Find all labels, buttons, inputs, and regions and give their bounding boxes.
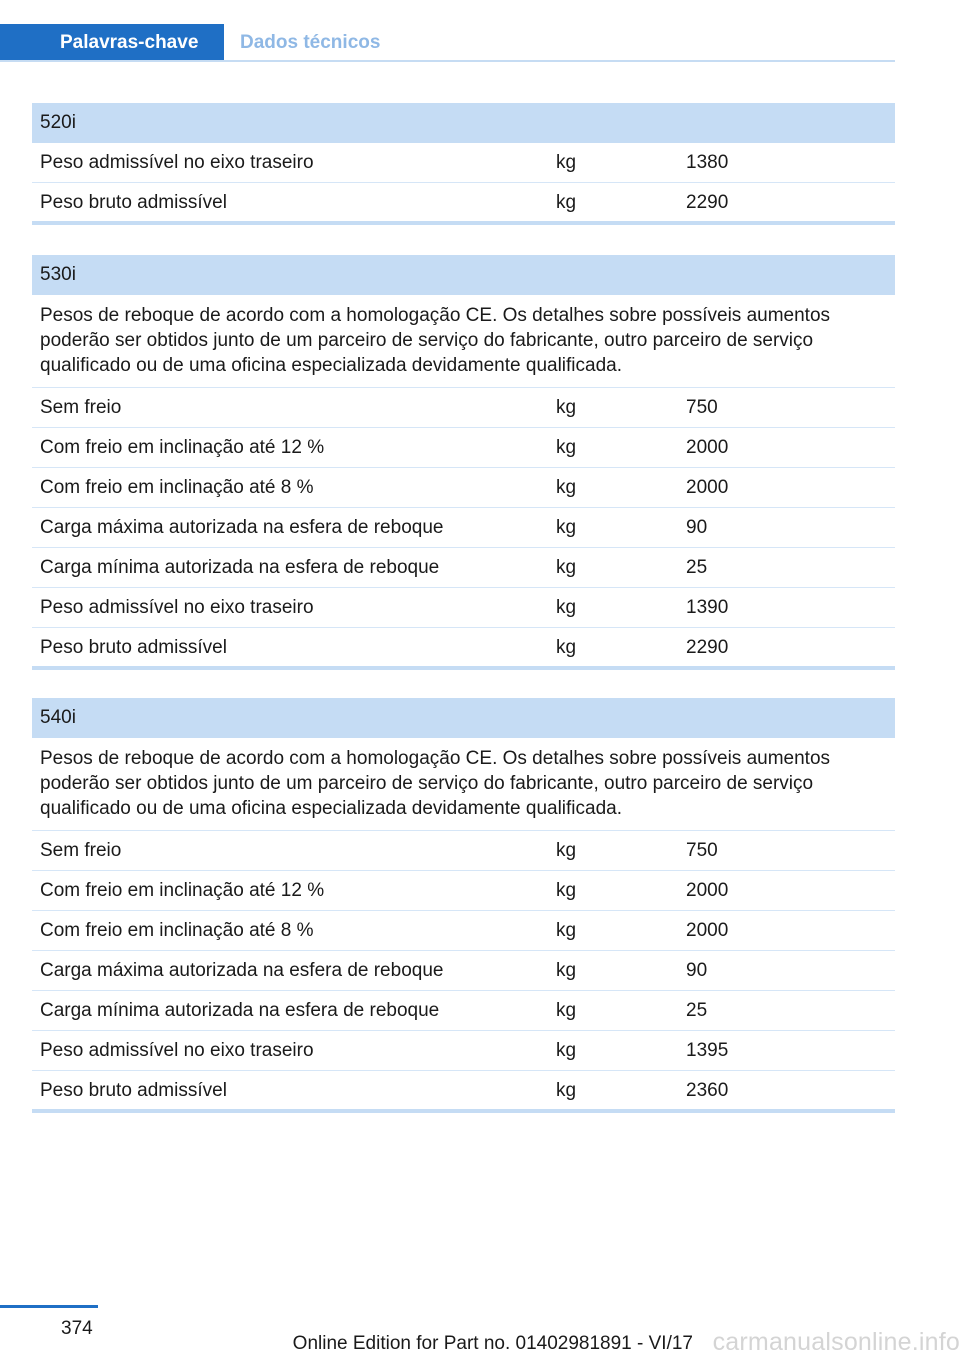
section-title: 540i [32,698,895,738]
table-row [32,588,895,628]
row-label: Peso admissível no eixo traseiro [40,152,314,173]
row-value: 90 [686,517,708,538]
row-label: Carga máxima autorizada na esfera de reboque [40,517,444,538]
row-value: 2290 [686,192,729,213]
tab-palavras-chave[interactable]: Palavras-chave [0,24,224,62]
watermark: carmanualsonline.info [712,1328,960,1356]
table-row [32,871,895,911]
table-row [32,548,895,588]
row-value: 2000 [686,920,729,941]
row-value: 90 [686,960,708,981]
table-row [32,628,895,670]
section-note: Pesos de reboque de acordo com a homologação CE. Os detalhes sobre possíveis aumentos poderão ser obtidos junto de um parceiro de serviço do fabricante, outro parceiro de serviço qualificado ou de uma oficina especializada devidamente qualificada. [32,295,895,388]
row-label: Com freio em inclinação até 8 % [40,477,314,498]
row-label: Com freio em inclinação até 12 % [40,437,325,458]
table-row [32,911,895,951]
table-row [32,508,895,548]
row-unit: kg [556,437,577,458]
table-row [32,991,895,1031]
row-unit: kg [556,192,577,213]
row-value: 1390 [686,597,729,618]
row-label: Sem freio [40,397,122,418]
row-label: Peso bruto admissível [40,1080,227,1101]
row-unit: kg [556,517,577,538]
table-530i [32,255,895,670]
section-title: 530i [32,255,895,295]
row-unit: kg [556,1080,577,1101]
table-520i [32,103,895,225]
row-label: Com freio em inclinação até 12 % [40,880,325,901]
row-label: Carga máxima autorizada na esfera de reboque [40,960,444,981]
row-unit: kg [556,597,577,618]
row-value: 2360 [686,1080,729,1101]
row-label: Com freio em inclinação até 8 % [40,920,314,941]
row-value: 25 [686,557,708,578]
row-unit: kg [556,920,577,941]
table-row [32,951,895,991]
row-label: Peso admissível no eixo traseiro [40,1040,314,1061]
page-number: 374 [61,1318,93,1339]
row-value: 2000 [686,880,729,901]
row-unit: kg [556,960,577,981]
row-value: 25 [686,1000,708,1021]
row-label: Peso bruto admissível [40,637,227,658]
row-label: Carga mínima autorizada na esfera de reboque [40,1000,440,1021]
row-value: 1395 [686,1040,729,1061]
section-note: Pesos de reboque de acordo com a homologação CE. Os detalhes sobre possíveis aumentos poderão ser obtidos junto de um parceiro de serviço do fabricante, outro parceiro de serviço qualificado ou de uma oficina especializada devidamente qualificada. [32,738,895,831]
footer-divider [0,1305,98,1308]
row-unit: kg [556,1000,577,1021]
table-row [32,468,895,508]
section-title: 520i [32,103,895,143]
row-unit: kg [556,152,577,173]
row-label: Carga mínima autorizada na esfera de reboque [40,557,440,578]
row-unit: kg [556,880,577,901]
row-value: 750 [686,397,718,418]
row-value: 2000 [686,477,729,498]
table-row [32,831,895,871]
header-tabs [0,24,895,62]
row-unit: kg [556,1040,577,1061]
row-value: 2000 [686,437,729,458]
table-row [32,1031,895,1071]
row-value: 2290 [686,637,729,658]
table-row [32,183,895,225]
row-label: Sem freio [40,840,122,861]
row-unit: kg [556,557,577,578]
row-unit: kg [556,477,577,498]
row-unit: kg [556,397,577,418]
row-unit: kg [556,840,577,861]
table-540i [32,698,895,1113]
tab-dados-tecnicos[interactable]: Dados técnicos [240,32,381,53]
table-row [32,388,895,428]
row-value: 750 [686,840,718,861]
table-row [32,1071,895,1113]
edition-text: Online Edition for Part no. 01402981891 - VI/17 [292,1333,693,1354]
row-value: 1380 [686,152,729,173]
table-row [32,143,895,183]
row-label: Peso admissível no eixo traseiro [40,597,314,618]
row-unit: kg [556,637,577,658]
row-label: Peso bruto admissível [40,192,227,213]
header-divider [0,60,895,62]
table-row [32,428,895,468]
